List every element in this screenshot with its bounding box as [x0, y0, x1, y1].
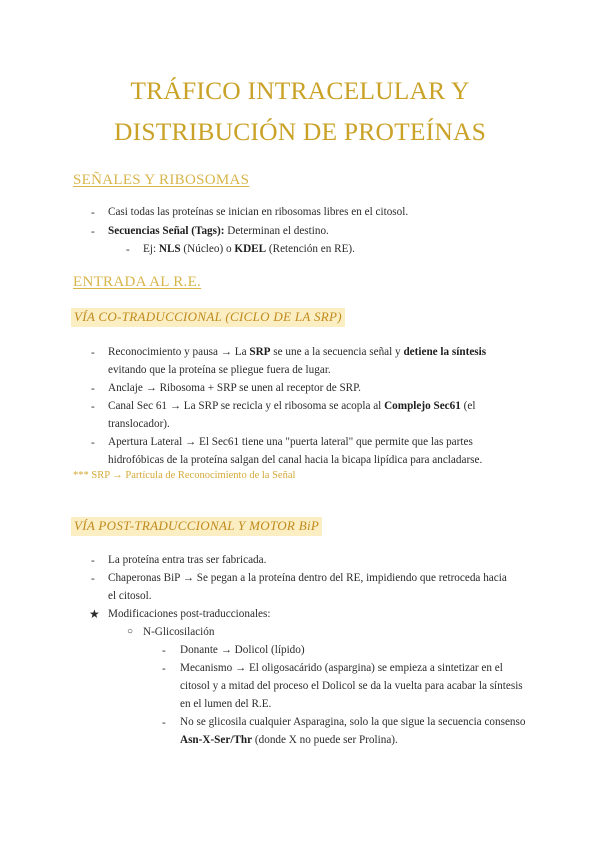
list-item-continued: evitando que la proteína se pliegue fuera de lugar. — [108, 364, 331, 376]
bullet-dash: - — [162, 645, 166, 657]
bullet-dash: - — [91, 401, 95, 413]
list-item — [108, 343, 486, 362]
text: (Retención en RE). — [266, 243, 355, 255]
text: Determinan el destino. — [224, 225, 329, 237]
text: se une a la secuencia señal y — [270, 346, 404, 358]
bullet-dash: - — [162, 717, 166, 729]
bold-term: detiene la síntesis — [403, 346, 487, 358]
subheading-cotraduccional: VÍA CO-TRADUCCIONAL (CICLO DE LA SRP) — [71, 308, 345, 327]
list-item: Anclaje → Ribosoma + SRP se unen al receptor de SRP. — [108, 382, 361, 394]
bullet-dash: - — [162, 663, 166, 675]
star-icon: ★ — [89, 607, 100, 621]
footnote: *** SRP → Partícula de Reconocimiento de la Señal — [73, 470, 296, 481]
heading-senales: SEÑALES Y RIBOSOMAS — [73, 172, 250, 188]
bullet-dash: - — [91, 226, 95, 238]
page-title-line2: DISTRIBUCIÓN DE PROTEÍNAS — [114, 117, 486, 146]
list-item: Casi todas las proteínas se inician en ribosomas libres en el citosol. — [108, 206, 409, 218]
list-item — [143, 240, 355, 259]
list-item: No se glicosila cualquier Asparagina, solo la que sigue la secuencia consenso — [180, 716, 526, 728]
bold-term: Secuencias Señal (Tags): — [108, 225, 225, 237]
list-item: Modificaciones post-traduccionales: — [108, 608, 271, 620]
list-item-continued: translocador). — [108, 418, 170, 430]
bold-term: NLS — [158, 243, 181, 255]
bold-term: SRP — [249, 346, 271, 358]
bullet-dash: - — [91, 555, 95, 567]
bullet-dash: - — [91, 437, 95, 449]
list-item-continued — [180, 731, 398, 750]
heading-entrada: ENTRADA AL R.E. — [73, 274, 202, 290]
list-item: Chaperonas BiP → Se pegan a la proteína dentro del RE, impidiendo que retroceda hacia — [108, 572, 507, 584]
list-item — [108, 397, 475, 416]
bullet-dash: - — [91, 383, 95, 395]
text: (el — [460, 400, 476, 412]
bold-term: Complejo Sec61 — [384, 400, 461, 412]
subheading-posttraduccional: VÍA POST-TRADUCCIONAL Y MOTOR BiP — [71, 517, 322, 536]
text: Ej: — [143, 243, 159, 255]
bullet-dash: - — [91, 573, 95, 585]
list-item — [108, 222, 329, 241]
page-title-line1: TRÁFICO INTRACELULAR Y — [130, 76, 470, 105]
list-item: Mecanismo → El oligosacárido (aspargina) se empieza a sintetizar en el — [180, 662, 503, 674]
circle-bullet-icon: ○ — [127, 626, 134, 637]
list-item: Donante → Dolicol (lípido) — [180, 644, 305, 656]
bold-term: Asn-X-Ser/Thr — [180, 734, 253, 746]
text: (donde X no puede ser Prolina). — [252, 734, 398, 746]
bullet-dash: - — [91, 347, 95, 359]
text: Canal Sec 61 → La SRP se recicla y el ribosoma se acopla al — [108, 400, 385, 412]
bold-term: KDEL — [234, 243, 267, 255]
list-item-continued: el citosol. — [108, 590, 152, 602]
bullet-dash: - — [126, 244, 130, 256]
list-item: La proteína entra tras ser fabricada. — [108, 554, 267, 566]
text: (Núcleo) o — [180, 243, 235, 255]
list-item: N-Glicosilación — [143, 626, 215, 638]
list-item-continued: en el lumen del R.E. — [180, 698, 272, 710]
bullet-dash: - — [91, 207, 95, 219]
list-item-continued: hidrofóbicas de la proteína salgan del canal hacia la bicapa lipídica para ancladarse. — [108, 454, 483, 466]
list-item: Apertura Lateral → El Sec61 tiene una "puerta lateral" que permite que las partes — [108, 436, 473, 448]
list-item-continued: citosol y a mitad del proceso el Dolicol se da la vuelta para acabar la síntesis — [180, 680, 523, 692]
text: Reconocimiento y pausa → La — [108, 346, 250, 358]
